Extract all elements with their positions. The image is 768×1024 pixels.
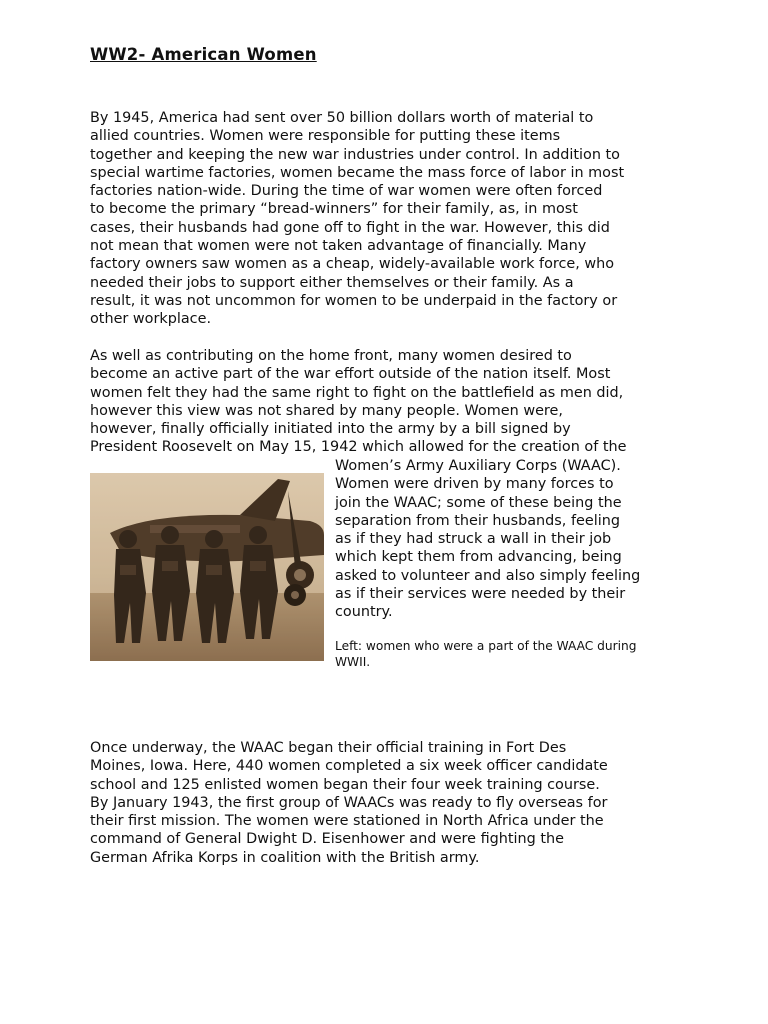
caption-line: WWII. [335, 655, 371, 669]
text-line: factories nation-wide. During the time of war women were often forced [90, 183, 603, 200]
text-line: result, it was not uncommon for women to be underpaid in the factory or [90, 292, 618, 309]
text-line: to become the primary “bread-winners” for their family, as, in most [90, 201, 578, 218]
text-line: Moines, Iowa. Here, 440 women completed a six week officer candidate [90, 758, 608, 775]
text-line: Women’s Army Auxiliary Corps (WAAC). [335, 458, 621, 474]
text-line: join the WAAC; some of these being the [335, 494, 622, 511]
text-line: By January 1943, the first group of WAACs was ready to fly overseas for [90, 794, 608, 811]
text-line: needed their jobs to support either themselves or their family. As a [90, 274, 574, 291]
text-line: allied countries. Women were responsible for putting these items [90, 128, 561, 145]
text-line: become an active part of the war effort outside of the nation itself. Most [90, 366, 611, 383]
paragraph-home-front-labor [90, 109, 670, 329]
text-line: cases, their husbands had gone off to fight in the war. However, this did [90, 219, 610, 236]
text-line: not mean that women were not taken advantage of financially. Many [90, 238, 587, 255]
text-line: which kept them from advancing, being [335, 549, 622, 566]
text-line: special wartime factories, women became the mass force of labor in most [90, 164, 625, 181]
document-title: WW2- American Women [90, 45, 317, 64]
text-line: factory owners saw women as a cheap, widely-available work force, who [90, 256, 615, 273]
text-line: school and 125 enlisted women began their four week training course. [90, 776, 600, 793]
text-line: By 1945, America had sent over 50 billion dollars worth of material to [90, 110, 594, 126]
waac-photo [90, 473, 324, 661]
caption-line: Left: women who were a part of the WAAC during [335, 639, 637, 653]
paragraph-waac-reasons [335, 457, 665, 622]
text-line: however, finally officially initiated into the army by a bill signed by [90, 421, 571, 438]
paragraph-war-effort [90, 347, 670, 457]
text-line: together and keeping the new war industries under control. In addition to [90, 146, 620, 163]
text-line: separation from their husbands, feeling [335, 512, 620, 529]
text-line: Once underway, the WAAC began their official training in Fort Des [90, 740, 567, 756]
text-line: President Roosevelt on May 15, 1942 which allowed for the creation of the [90, 439, 627, 456]
text-line: however this view was not shared by many people. Women were, [90, 402, 563, 419]
text-line: country. [335, 604, 393, 621]
text-line: Women were driven by many forces to [335, 476, 614, 493]
text-line: command of General Dwight D. Eisenhower and were fighting the [90, 831, 564, 848]
photo-caption [335, 638, 637, 670]
sepia-photo-four-women-airplane-icon [90, 473, 324, 661]
text-line: as if they had struck a wall in their job [335, 531, 612, 548]
paragraph-waac-training [90, 739, 670, 867]
text-line: other workplace. [90, 311, 212, 328]
text-line: women felt they had the same right to fight on the battlefield as men did, [90, 384, 624, 401]
text-line: asked to volunteer and also simply feeling [335, 567, 641, 584]
text-line: as if their services were needed by their [335, 586, 626, 603]
text-line: As well as contributing on the home front, many women desired to [90, 348, 572, 364]
text-line: their first mission. The women were stationed in North Africa under the [90, 813, 604, 830]
text-line: German Afrika Korps in coalition with the British army. [90, 849, 480, 866]
